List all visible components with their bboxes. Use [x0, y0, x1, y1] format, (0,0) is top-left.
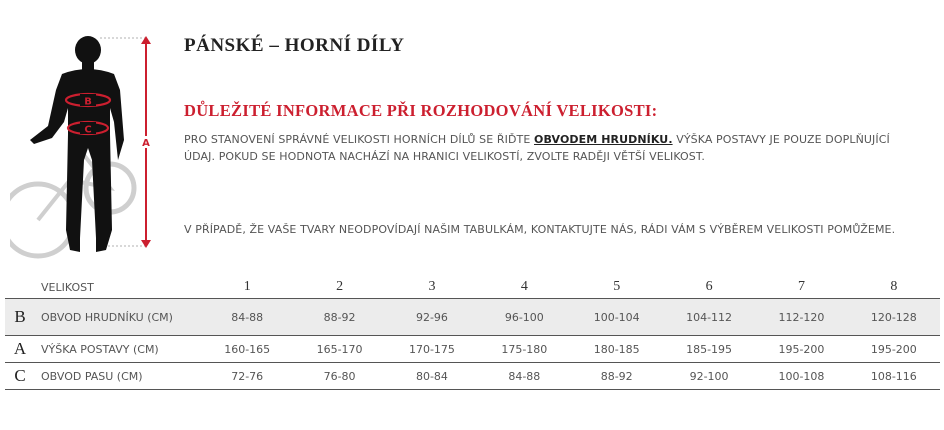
- size-col-1: 1: [243, 279, 251, 294]
- table-cell: 76-80: [293, 363, 385, 390]
- table-cell: 100-104: [571, 299, 663, 336]
- row-letter-c: C: [5, 363, 35, 390]
- table-cell: 195-200: [755, 336, 847, 363]
- body-measurement-figure: [10, 30, 170, 270]
- table-cell: 80-84: [386, 363, 478, 390]
- table-cell: 195-200: [848, 336, 940, 363]
- contact-paragraph: V PŘÍPADĚ, ŽE VAŠE TVARY NEODPOVÍDAJÍ NAŠIM TABULKÁM, KONTAKTUJTE NÁS, RÁDI VÁM S VÝBĚREM VELIKOSTI POMŮŽEME.: [184, 223, 896, 236]
- size-col-5: 5: [613, 279, 621, 294]
- row-letter-b: B: [5, 299, 35, 336]
- table-cell: 96-100: [478, 299, 570, 336]
- row-label-waist: OBVOD PASU (CM): [35, 363, 201, 390]
- table-row-chest: [5, 299, 940, 336]
- page-title: PÁNSKÉ – HORNÍ DÍLY: [184, 35, 405, 56]
- table-cell: 84-88: [201, 299, 293, 336]
- table-cell: 100-108: [755, 363, 847, 390]
- row-letter-a: A: [5, 336, 35, 363]
- table-cell: 92-96: [386, 299, 478, 336]
- table-cell: 160-165: [201, 336, 293, 363]
- sizing-info-paragraph: [184, 131, 919, 165]
- table-cell: 92-100: [663, 363, 755, 390]
- table-cell: 185-195: [663, 336, 755, 363]
- table-row-height: [5, 336, 940, 363]
- size-header-label: VELIKOST: [41, 280, 94, 294]
- size-table: [5, 276, 940, 390]
- person-silhouette: [30, 36, 124, 252]
- table-cell: 175-180: [478, 336, 570, 363]
- size-header-row: [5, 276, 940, 299]
- table-row-waist: [5, 363, 940, 390]
- table-cell: 170-175: [386, 336, 478, 363]
- size-col-7: 7: [797, 279, 805, 294]
- size-col-2: 2: [336, 279, 344, 294]
- info-heading: DŮLEŽITÉ INFORMACE PŘI ROZHODOVÁNÍ VELIKOSTI:: [184, 101, 658, 120]
- table-cell: 88-92: [571, 363, 663, 390]
- table-cell: 165-170: [293, 336, 385, 363]
- sizing-info-text-start: PRO STANOVENÍ SPRÁVNÉ VELIKOSTI HORNÍCH DÍLŮ SE ŘIĎTE: [184, 133, 535, 146]
- figure-label-a: A: [142, 138, 150, 149]
- size-col-4: 4: [520, 279, 528, 294]
- table-cell: 112-120: [755, 299, 847, 336]
- table-cell: 84-88: [478, 363, 570, 390]
- figure-label-b: B: [84, 96, 92, 108]
- table-cell: 72-76: [201, 363, 293, 390]
- table-cell: 180-185: [571, 336, 663, 363]
- figure-label-c: C: [84, 124, 92, 136]
- size-col-6: 6: [705, 279, 713, 294]
- size-col-3: 3: [428, 279, 436, 294]
- table-cell: 88-92: [293, 299, 385, 336]
- chest-emphasis: OBVODEM HRUDNÍKU.: [534, 133, 673, 146]
- row-label-height: VÝŠKA POSTAVY (CM): [35, 336, 201, 363]
- size-col-8: 8: [890, 279, 898, 294]
- table-cell: 108-116: [848, 363, 940, 390]
- table-cell: 120-128: [848, 299, 940, 336]
- sizing-info-text-end: VÝŠKA POSTAVY JE POUZE DOPLŇUJÍCÍ ÚDAJ. POKUD SE HODNOTA NACHÁZÍ NA HRANICI VELIKOSTÍ, ZVOLTE RADĚJI VĚTŠÍ VELIKOST.: [184, 133, 890, 163]
- table-cell: 104-112: [663, 299, 755, 336]
- row-label-chest: OBVOD HRUDNÍKU (CM): [35, 299, 201, 336]
